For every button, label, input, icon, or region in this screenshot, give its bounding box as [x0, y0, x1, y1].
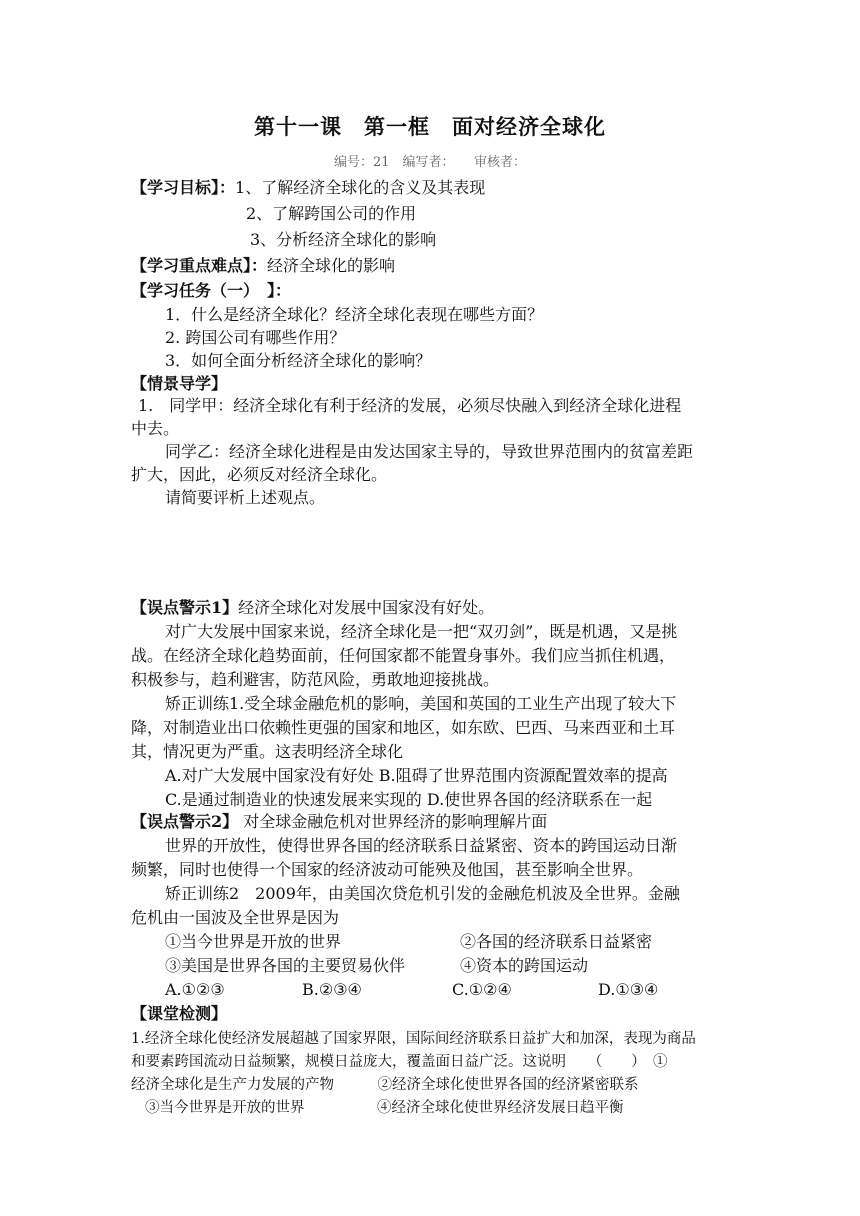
task-item: 1．什么是经济全球化？经济全球化表现在哪些方面？: [165, 305, 544, 324]
tasks-label: 【学习任务（一） 】：: [131, 281, 292, 300]
warning1-line: 其，情况更为严重。这表明经济全球化: [131, 742, 404, 761]
warning1-line: 矫正训练1.受全球金融危机的影响，美国和英国的工业生产出现了较大下: [165, 694, 677, 713]
test-line: 经济全球化是生产力发展的产物 ②经济全球化使世界各国的经济紧密联系: [131, 1077, 639, 1093]
classroom-test-label: 【课堂检测】: [131, 1004, 228, 1023]
answer-option: B.②③④: [302, 980, 362, 999]
task-item: 3．如何全面分析经济全球化的影响？: [165, 351, 432, 370]
objectives-label: 【学习目标】：: [131, 178, 236, 197]
key-points-section: [131, 255, 395, 277]
answer-option-line: C.是通过制造业的快速发展来实现的 D.使世界各国的经济联系在一起: [165, 790, 653, 809]
test-line: 1.经济全球化使经济发展超越了国家界限，国际间经济联系日益扩大和加深，表现为商品: [131, 1031, 696, 1047]
warning2-text: 对全球金融危机对世界经济的影响理解片面: [243, 812, 548, 831]
answer-option-line: A.对广大发展中国家没有好处 B.阻碍了世界范围内资源配置效率的提高: [165, 766, 668, 785]
scenario-line: 中去。: [131, 419, 180, 438]
answer-option: A.①②③: [165, 980, 225, 999]
task-item: 2. 跨国公司有哪些作用？: [165, 328, 346, 347]
key-points-label: 【学习重点难点】：: [131, 256, 268, 275]
objectives-section: [131, 177, 485, 199]
scenario-line: 扩大，因此，必须反对经济全球化。: [131, 465, 388, 484]
objective-item: 1、了解经济全球化的含义及其表现: [235, 178, 486, 197]
warning2-section: [131, 811, 547, 833]
objective-item: 2、了解跨国公司的作用: [246, 204, 417, 223]
warning1-line: 战。在经济全球化趋势面前，任何国家都不能置身事外。我们应当抓住机遇，: [131, 646, 676, 665]
scenario-label: 【情景导学】: [131, 374, 228, 393]
warning2-line: 世界的开放性，使得世界各国的经济联系日益紧密、资本的跨国运动日渐: [165, 836, 678, 855]
warning2-label: 【误点警示2】: [131, 812, 239, 831]
statement-item: ②各国的经济联系日益紧密: [460, 932, 653, 951]
key-points-text: 经济全球化的影响: [267, 256, 396, 275]
statement-item: ④资本的跨国运动: [460, 956, 589, 975]
scenario-line: 1. 同学甲：经济全球化有利于经济的发展，必须尽快融入到经济全球化进程: [138, 396, 682, 415]
scenario-line: 请简要评析上述观点。: [165, 488, 326, 507]
warning1-label: 【误点警示1】: [131, 598, 239, 617]
test-line: 和要素跨国流动日益频繁，规模日益庞大，覆盖面日益广泛。这说明 （ ） ①: [131, 1054, 668, 1070]
warning1-line: 积极参与，趋利避害，防范风险，勇敢地迎接挑战。: [131, 670, 500, 689]
warning1-line: 对广大发展中国家来说，经济全球化是一把“双刃剑”，既是机遇，又是挑: [165, 622, 678, 641]
warning1-line: 降，对制造业出口依赖性更强的国家和地区，如东欧、巴西、马来西亚和土耳: [131, 718, 676, 737]
page-title: 第十一课 第一框 面对经济全球化: [254, 115, 606, 139]
answer-option: D.①③④: [598, 980, 659, 999]
document-meta: 编号：21 编写者： 审核者：: [333, 155, 527, 170]
objective-item: 3、分析经济全球化的影响: [250, 230, 437, 249]
warning1-section: [131, 597, 494, 619]
warning2-line: 频繁，同时也使得一个国家的经济波动可能殃及他国，甚至影响全世界。: [131, 860, 644, 879]
statement-item: ①当今世界是开放的世界: [165, 932, 342, 951]
statement-item: ③美国是世界各国的主要贸易伙伴: [165, 956, 406, 975]
test-line: ③当今世界是开放的世界 ④经济全球化使世界经济发展日趋平衡: [145, 1100, 624, 1116]
warning2-line: 危机由一国波及全世界是因为: [131, 908, 340, 927]
answer-option: C.①②④: [452, 980, 512, 999]
scenario-line: 同学乙：经济全球化进程是由发达国家主导的，导致世界范围内的贫富差距: [165, 442, 694, 461]
warning2-line: 矫正训练2 2009年，由美国次贷危机引发的金融危机波及全世界。金融: [165, 884, 680, 903]
warning1-text: 经济全球化对发展中国家没有好处。: [238, 598, 495, 617]
